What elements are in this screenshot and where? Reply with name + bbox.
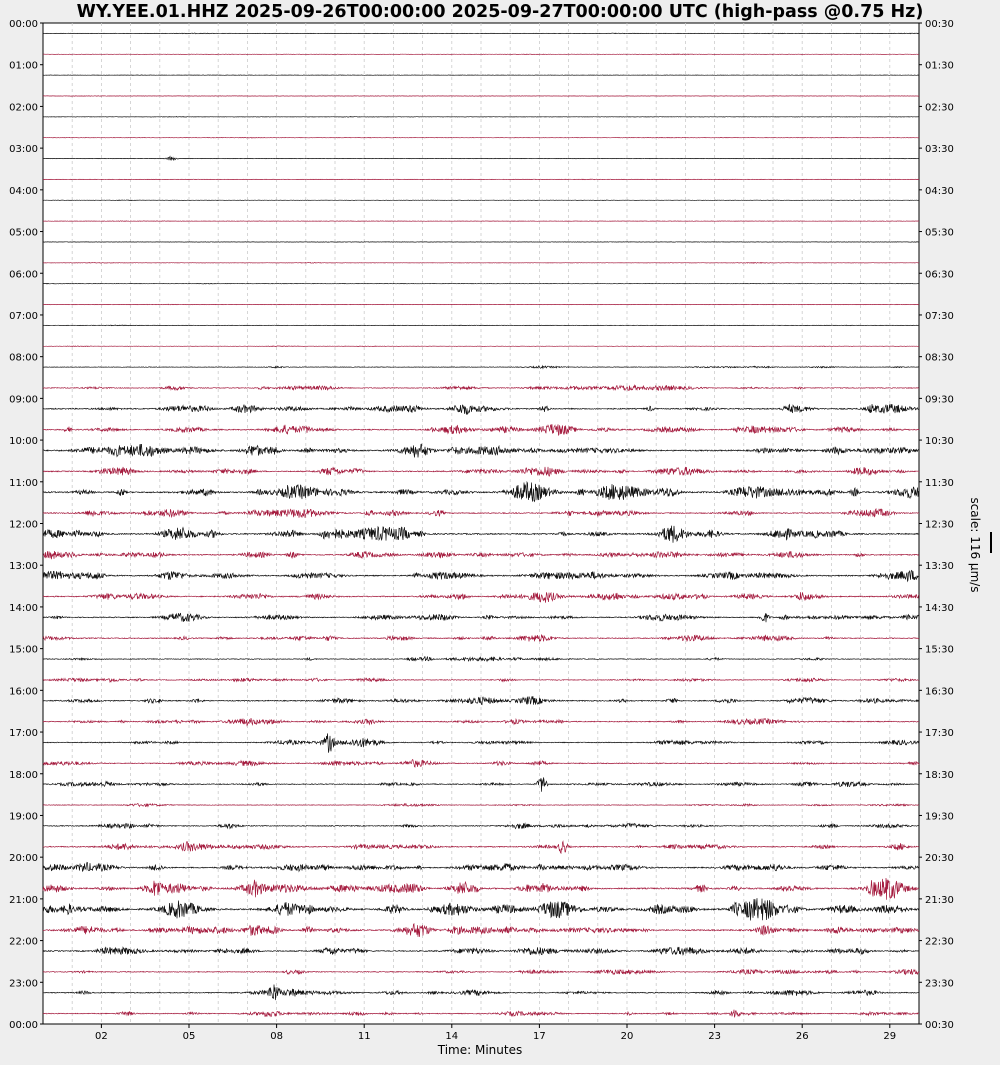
right-tick-label: 13:30	[925, 561, 954, 573]
left-tick-label: 18:00	[9, 769, 38, 781]
left-tick-label: 14:00	[9, 602, 38, 614]
left-tick-label: 03:00	[9, 144, 38, 156]
x-tick-label: 08	[270, 1031, 283, 1042]
right-tick-label: 21:30	[925, 894, 954, 906]
left-tick-label: 00:00	[9, 1020, 38, 1031]
left-tick-label: 21:00	[9, 894, 38, 906]
left-tick-label: 22:00	[9, 936, 38, 948]
left-tick-label: 01:00	[9, 60, 38, 72]
x-tick-label: 23	[708, 1031, 721, 1042]
right-tick-label: 02:30	[925, 102, 954, 114]
left-tick-label: 16:00	[9, 686, 38, 698]
trace-row	[43, 137, 919, 138]
trace-row	[43, 75, 919, 76]
right-tick-label: 12:30	[925, 519, 954, 531]
right-tick-label: 22:30	[925, 936, 954, 948]
left-tick-label: 09:00	[9, 394, 38, 406]
left-tick-label: 05:00	[9, 227, 38, 239]
x-tick-label: 20	[620, 1031, 634, 1042]
right-tick-label: 15:30	[925, 644, 954, 656]
trace-row	[43, 304, 919, 305]
right-tick-label: 16:30	[925, 686, 954, 698]
trace-row	[43, 221, 919, 222]
right-tick-label: 07:30	[925, 310, 954, 322]
left-tick-label: 08:00	[9, 352, 38, 364]
right-tick-label: 04:30	[925, 185, 954, 197]
right-tick-label: 20:30	[925, 853, 954, 865]
right-tick-label: 00:30	[925, 19, 954, 30]
right-tick-label: 10:30	[925, 436, 954, 448]
right-tick-label: 14:30	[925, 602, 954, 614]
right-tick-label: 11:30	[925, 477, 954, 489]
trace-row	[43, 283, 919, 284]
right-tick-label: 19:30	[925, 811, 954, 823]
left-tick-label: 00:00	[9, 19, 38, 30]
scale-label: scale: 116 μm/s	[968, 497, 982, 593]
left-tick-label: 02:00	[9, 102, 38, 114]
right-tick-label: 18:30	[925, 769, 954, 781]
x-tick-label: 26	[795, 1031, 809, 1042]
x-tick-label: 14	[445, 1031, 459, 1042]
right-tick-label: 17:30	[925, 728, 954, 740]
left-tick-label: 23:00	[9, 978, 38, 990]
left-tick-label: 17:00	[9, 728, 38, 740]
left-tick-label: 19:00	[9, 811, 38, 823]
right-tick-label: 01:30	[925, 60, 954, 72]
left-tick-label: 13:00	[9, 561, 38, 573]
right-tick-label: 23:30	[925, 978, 954, 990]
x-axis-label: Time: Minutes	[437, 1043, 523, 1057]
right-tick-label: 00:30	[925, 1020, 954, 1031]
left-tick-label: 10:00	[9, 436, 38, 448]
trace-row	[43, 54, 919, 55]
left-tick-label: 07:00	[9, 310, 38, 322]
left-tick-label: 20:00	[9, 853, 38, 865]
x-tick-label: 05	[182, 1031, 196, 1042]
right-tick-label: 08:30	[925, 352, 954, 364]
x-tick-label: 17	[533, 1031, 546, 1042]
trace-row	[43, 117, 919, 118]
right-tick-label: 09:30	[925, 394, 954, 406]
right-tick-label: 06:30	[925, 269, 954, 281]
right-tick-label: 03:30	[925, 144, 954, 156]
right-tick-label: 05:30	[925, 227, 954, 239]
left-tick-label: 11:00	[9, 477, 38, 489]
x-tick-label: 02	[95, 1031, 108, 1042]
left-tick-label: 04:00	[9, 185, 38, 197]
chart-title: WY.YEE.01.HHZ 2025-09-26T00:00:00 2025-09-27T00:00:00 UTC (high-pass @0.75 Hz)	[76, 2, 924, 22]
scale-bar	[990, 532, 992, 553]
x-tick-label: 29	[883, 1031, 897, 1042]
left-tick-label: 15:00	[9, 644, 38, 656]
left-tick-label: 06:00	[9, 269, 38, 281]
left-tick-label: 12:00	[9, 519, 38, 531]
x-tick-label: 11	[357, 1031, 371, 1042]
